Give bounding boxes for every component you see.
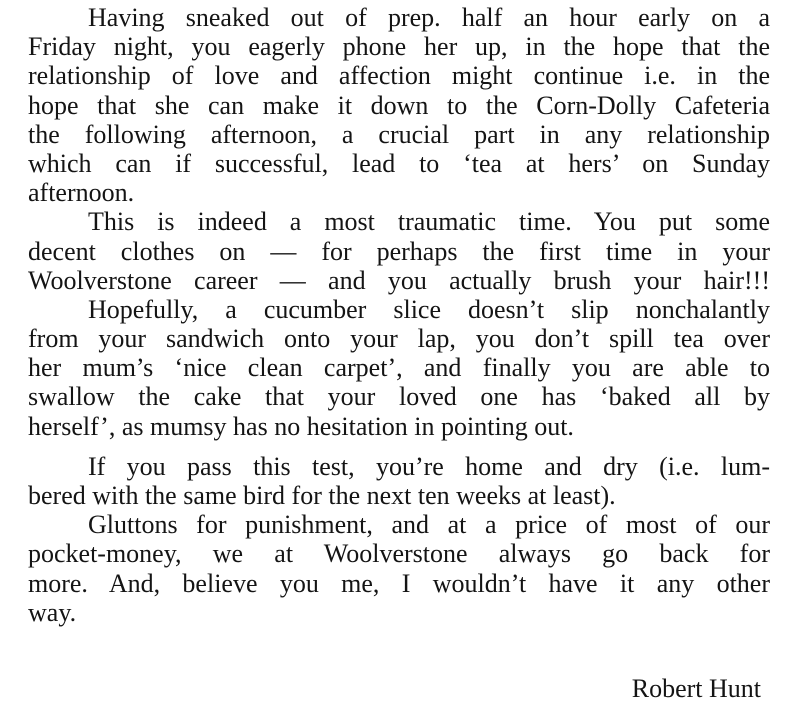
paragraph-pass-the-test	[28, 452, 770, 510]
text-line: herself’, as mumsy has no hesitation in pointing out.	[28, 411, 574, 441]
text-line: from your sandwich onto your lap, you don’t spill tea over	[28, 324, 770, 354]
text-line: which can if successful, lead to ‘tea at hers’ on Sunday	[28, 148, 770, 178]
paragraph-hopefully	[28, 295, 770, 441]
text-line: Having sneaked out of prep. half an hour early on a	[88, 3, 770, 32]
text-line: swallow the cake that your loved one has ‘baked all by	[28, 382, 770, 412]
paragraph-gluttons	[28, 510, 770, 627]
text-line: Friday night, you eagerly phone her up, in the hope that the	[28, 32, 770, 62]
text-line: hope that she can make it down to the Corn-Dolly Cafeteria	[28, 90, 770, 120]
text-line: This is indeed a most traumatic time. You put some	[88, 207, 770, 237]
paragraph-sneaking-out	[28, 3, 770, 207]
text-line: Gluttons for punishment, and at a price of most of our	[88, 510, 770, 540]
text-line: her mum’s ‘nice clean carpet’, and finally you are able to	[28, 353, 770, 383]
text-line: relationship of love and affection might continue i.e. in the	[28, 61, 770, 91]
text-line: decent clothes on — for perhaps the first time in your	[28, 236, 770, 266]
text-line: If you pass this test, you’re home and dry (i.e. lum-	[88, 451, 770, 481]
text-line: more. And, believe you me, I wouldn’t have it any other	[28, 568, 770, 598]
text-line: the following afternoon, a crucial part in any relationship	[28, 119, 770, 149]
text-line: bered with the same bird for the next ten weeks at least).	[28, 481, 616, 510]
paragraph-traumatic-time	[28, 207, 770, 295]
text-line: Hopefully, a cucumber slice doesn’t slip nonchalantly	[88, 294, 770, 324]
text-line: Woolverstone career — and you actually brush your hair!!!	[28, 265, 770, 295]
text-line: afternoon.	[28, 178, 135, 208]
author-signature: Robert Hunt	[631, 674, 761, 703]
article-body	[28, 3, 770, 627]
text-line: way.	[28, 597, 77, 627]
text-line: pocket-money, we at Woolverstone always go back for	[28, 539, 770, 569]
